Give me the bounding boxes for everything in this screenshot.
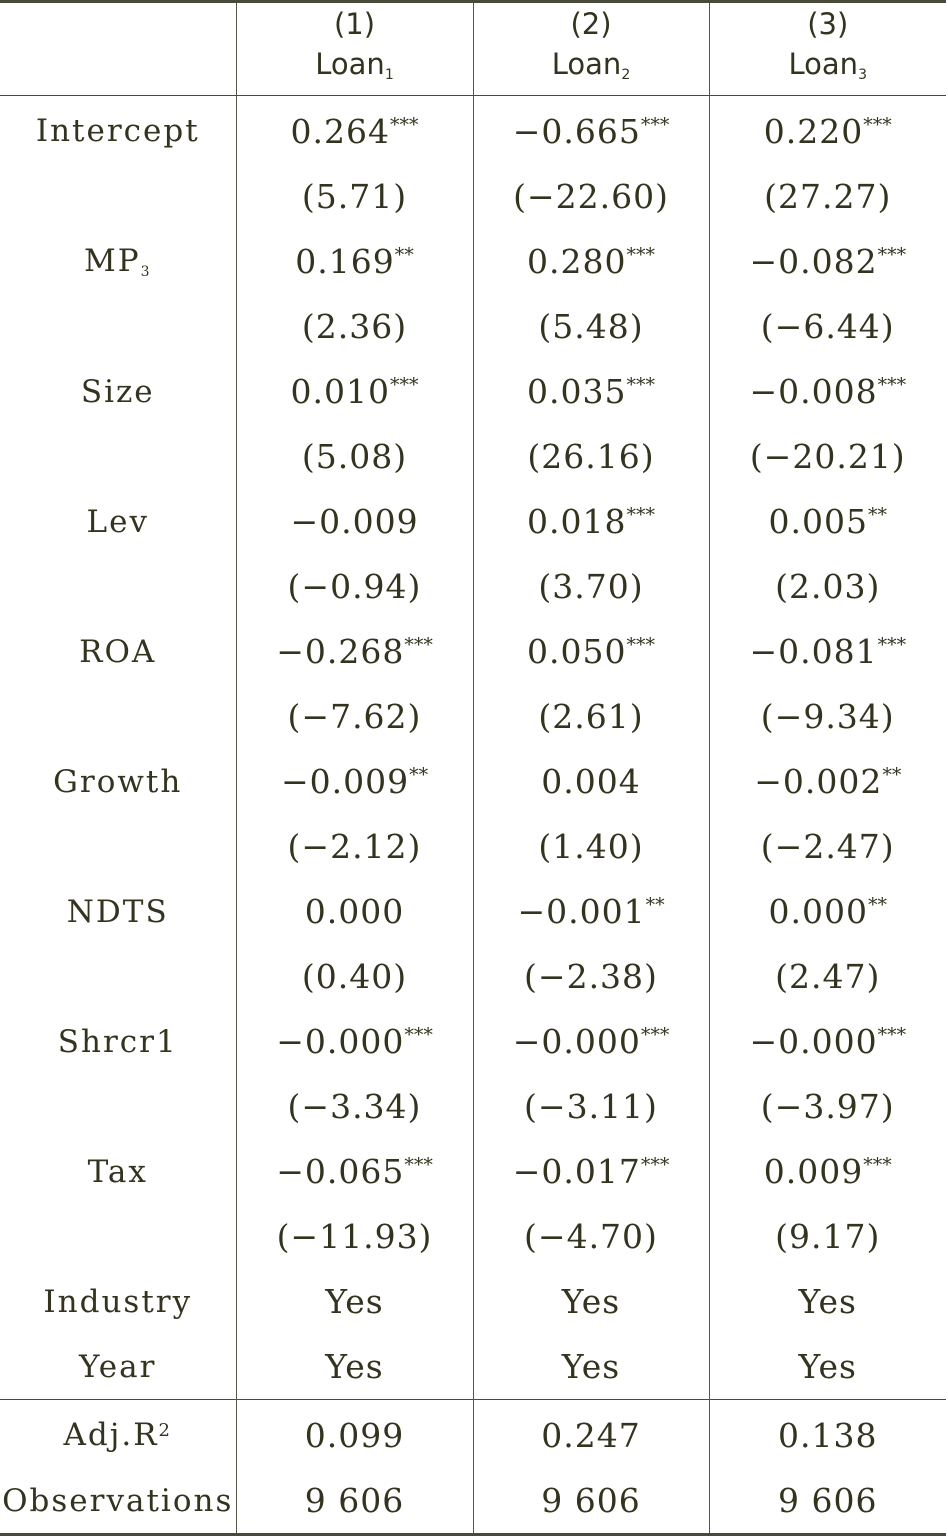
table-cell bbox=[473, 554, 709, 619]
row-label-superscript: 2 bbox=[158, 1420, 172, 1441]
cell-value: (−3.34) bbox=[287, 1087, 422, 1126]
cell-value: (−11.93) bbox=[276, 1217, 433, 1256]
table-cell: 9 606 bbox=[473, 1468, 709, 1535]
table-cell bbox=[709, 229, 946, 294]
cell-value: 0.169 bbox=[295, 242, 395, 281]
row-label-text: Lev bbox=[86, 503, 149, 540]
cell-value: (−0.94) bbox=[287, 567, 422, 606]
table-cell bbox=[709, 489, 946, 554]
cell-value: (26.16) bbox=[527, 437, 655, 476]
table-cell bbox=[473, 879, 709, 944]
table-cell bbox=[709, 684, 946, 749]
row-label bbox=[0, 1074, 236, 1139]
cell-value: −0.017 bbox=[512, 1152, 641, 1191]
table-row bbox=[0, 879, 946, 944]
column-header-2 bbox=[473, 2, 709, 96]
table-cell bbox=[473, 684, 709, 749]
cell-value: 0.035 bbox=[527, 372, 627, 411]
cell-value: 0.005 bbox=[768, 502, 868, 541]
table-row bbox=[0, 1204, 946, 1269]
row-label-text: Industry bbox=[43, 1283, 193, 1320]
cell-value: (−22.60) bbox=[513, 177, 669, 216]
cell-value: Yes bbox=[325, 1347, 384, 1386]
table-cell bbox=[473, 229, 709, 294]
table-row bbox=[0, 359, 946, 424]
cell-value: 0.280 bbox=[527, 242, 627, 281]
table-cell bbox=[236, 879, 473, 944]
table-cell bbox=[473, 944, 709, 1009]
row-label bbox=[0, 294, 236, 359]
table-row bbox=[0, 814, 946, 879]
column-number: (3) bbox=[807, 6, 849, 41]
cell-value: 0.050 bbox=[527, 632, 627, 671]
table-row bbox=[0, 229, 946, 294]
column-variable bbox=[710, 44, 947, 95]
table-cell bbox=[473, 1009, 709, 1074]
row-label bbox=[0, 424, 236, 489]
cell-value: −0.665 bbox=[512, 111, 641, 151]
significance-stars: *** bbox=[404, 1024, 433, 1046]
row-label bbox=[0, 1334, 236, 1400]
table-cell bbox=[236, 684, 473, 749]
row-label bbox=[0, 1204, 236, 1269]
cell-value: −0.009 bbox=[290, 502, 419, 541]
table-cell bbox=[236, 229, 473, 294]
row-label bbox=[0, 749, 236, 814]
table-cell bbox=[709, 619, 946, 684]
table-cell bbox=[236, 619, 473, 684]
row-label-text: Year bbox=[79, 1348, 157, 1385]
table-cell bbox=[709, 749, 946, 814]
significance-stars: *** bbox=[877, 634, 907, 656]
row-label-text: MP bbox=[83, 243, 141, 279]
row-label-text: Adj.R bbox=[63, 1417, 159, 1453]
table-cell bbox=[236, 554, 473, 619]
cell-value: −0.008 bbox=[749, 372, 878, 411]
significance-stars: *** bbox=[877, 1024, 907, 1046]
significance-stars: ** bbox=[394, 244, 414, 266]
table-cell bbox=[709, 1204, 946, 1269]
cell-value: 0.018 bbox=[527, 502, 627, 541]
row-label bbox=[0, 554, 236, 619]
variable-subscript: 1 bbox=[384, 66, 394, 83]
table-cell bbox=[473, 619, 709, 684]
row-label bbox=[0, 1269, 236, 1334]
table-row bbox=[0, 164, 946, 229]
variable-name: Loan bbox=[788, 46, 859, 81]
variable-subscript: 3 bbox=[858, 66, 867, 83]
row-label bbox=[0, 619, 236, 684]
cell-value: (3.70) bbox=[538, 567, 644, 606]
table-row bbox=[0, 749, 946, 814]
cell-value: −0.081 bbox=[749, 632, 878, 671]
table-row bbox=[0, 96, 946, 165]
row-label-text: Observations bbox=[2, 1482, 234, 1519]
row-label bbox=[0, 1468, 236, 1535]
significance-stars: *** bbox=[877, 374, 907, 396]
significance-stars: *** bbox=[404, 634, 433, 656]
table-cell bbox=[236, 359, 473, 424]
cell-value: 0.264 bbox=[290, 111, 390, 151]
table-cell bbox=[236, 1204, 473, 1269]
table-cell bbox=[473, 359, 709, 424]
cell-value: Yes bbox=[325, 1282, 384, 1321]
table-cell bbox=[236, 489, 473, 554]
table-header bbox=[0, 2, 946, 96]
table-cell bbox=[709, 1139, 946, 1204]
row-label bbox=[0, 96, 236, 165]
cell-value: −0.000 bbox=[512, 1022, 641, 1061]
table-cell bbox=[236, 1074, 473, 1139]
significance-stars: ** bbox=[867, 504, 887, 526]
cell-value: 0.010 bbox=[290, 372, 390, 411]
cell-value: (9.17) bbox=[775, 1217, 881, 1256]
table-cell bbox=[236, 944, 473, 1009]
table-cell bbox=[236, 96, 473, 165]
cell-value: Yes bbox=[561, 1347, 621, 1386]
row-label bbox=[0, 684, 236, 749]
cell-value: (0.40) bbox=[301, 957, 408, 996]
column-header-1 bbox=[236, 2, 473, 96]
table-cell: 0.138 bbox=[709, 1400, 946, 1469]
significance-stars: *** bbox=[640, 113, 670, 136]
significance-stars: *** bbox=[626, 244, 655, 266]
row-label bbox=[0, 1139, 236, 1204]
cell-value: −0.000 bbox=[749, 1022, 878, 1061]
row-label-text: Size bbox=[80, 373, 155, 410]
cell-value: −0.001 bbox=[517, 892, 646, 931]
table-cell bbox=[236, 814, 473, 879]
column-variable bbox=[237, 44, 473, 95]
table-cell: 9 606 bbox=[236, 1468, 473, 1535]
significance-stars: *** bbox=[626, 374, 655, 396]
table-cell bbox=[709, 164, 946, 229]
row-label bbox=[0, 814, 236, 879]
table-row bbox=[0, 619, 946, 684]
table-cell bbox=[473, 489, 709, 554]
cell-value: (−9.34) bbox=[760, 697, 895, 736]
row-label-text: Tax bbox=[87, 1153, 148, 1190]
row-label-text: Growth bbox=[53, 763, 183, 800]
table-row bbox=[0, 1139, 946, 1204]
column-number: (2) bbox=[570, 6, 612, 41]
significance-stars: *** bbox=[640, 1024, 670, 1046]
table-cell bbox=[709, 944, 946, 1009]
row-label-text: NDTS bbox=[66, 893, 169, 930]
table-cell bbox=[709, 1334, 946, 1400]
cell-value: −0.000 bbox=[276, 1022, 405, 1061]
column-header-3 bbox=[709, 2, 946, 96]
cell-value: (5.08) bbox=[301, 437, 408, 476]
cell-value: (2.47) bbox=[775, 957, 881, 996]
fit-row bbox=[0, 1468, 946, 1535]
table-cell bbox=[709, 424, 946, 489]
cell-value: 0.004 bbox=[541, 762, 641, 801]
table-cell: 0.099 bbox=[236, 1400, 473, 1469]
table-cell bbox=[709, 554, 946, 619]
table-cell: 9 606 bbox=[709, 1468, 946, 1535]
significance-stars: *** bbox=[389, 113, 419, 136]
table-row bbox=[0, 1334, 946, 1400]
table-cell bbox=[236, 294, 473, 359]
column-number: (1) bbox=[333, 6, 376, 41]
table-cell bbox=[236, 1334, 473, 1400]
cell-value: (27.27) bbox=[764, 177, 892, 216]
cell-value: −0.002 bbox=[754, 762, 883, 801]
cell-value: (−6.44) bbox=[760, 307, 895, 346]
cell-value: (−2.12) bbox=[287, 827, 422, 866]
variable-name: Loan bbox=[315, 46, 385, 81]
table-row bbox=[0, 294, 946, 359]
table-cell bbox=[236, 164, 473, 229]
cell-value: 0.009 bbox=[763, 1152, 864, 1191]
cell-value: (−4.70) bbox=[524, 1217, 658, 1256]
table-cell bbox=[473, 1269, 709, 1334]
significance-stars: *** bbox=[877, 244, 907, 266]
cell-value: (−3.11) bbox=[524, 1087, 658, 1126]
cell-value: Yes bbox=[561, 1282, 621, 1321]
cell-value: (−7.62) bbox=[287, 697, 422, 736]
cell-value: Yes bbox=[798, 1282, 857, 1321]
cell-value: Yes bbox=[798, 1347, 857, 1386]
cell-value: (−2.47) bbox=[760, 827, 895, 866]
row-label bbox=[0, 944, 236, 1009]
table-cell bbox=[709, 879, 946, 944]
table-cell bbox=[473, 96, 709, 165]
cell-value: (−2.38) bbox=[524, 957, 658, 996]
table-cell bbox=[236, 424, 473, 489]
table-cell bbox=[236, 1139, 473, 1204]
row-label bbox=[0, 164, 236, 229]
table-cell bbox=[709, 96, 946, 165]
cell-value: −0.082 bbox=[749, 242, 878, 281]
table-cell bbox=[236, 1269, 473, 1334]
table-cell bbox=[473, 1074, 709, 1139]
significance-stars: ** bbox=[645, 894, 665, 916]
coefficient-rows bbox=[0, 96, 946, 1400]
table-row bbox=[0, 489, 946, 554]
table-cell bbox=[473, 424, 709, 489]
row-label bbox=[0, 229, 236, 294]
cell-value: (5.71) bbox=[301, 177, 408, 216]
cell-value: 0.220 bbox=[763, 111, 864, 151]
table-row bbox=[0, 1074, 946, 1139]
cell-value: −0.065 bbox=[276, 1152, 405, 1191]
significance-stars: *** bbox=[626, 634, 655, 656]
table-cell: 0.247 bbox=[473, 1400, 709, 1469]
cell-value: (5.48) bbox=[538, 307, 644, 346]
table-cell bbox=[473, 1334, 709, 1400]
cell-value: (2.03) bbox=[775, 567, 881, 606]
table-cell bbox=[473, 294, 709, 359]
significance-stars: *** bbox=[626, 504, 655, 526]
table-cell bbox=[709, 294, 946, 359]
significance-stars: ** bbox=[409, 764, 429, 786]
significance-stars: *** bbox=[863, 113, 892, 136]
row-label-text: ROA bbox=[79, 633, 157, 670]
table-row bbox=[0, 1009, 946, 1074]
column-variable bbox=[474, 44, 709, 95]
cell-value: 0.000 bbox=[304, 892, 405, 931]
table-cell bbox=[236, 1009, 473, 1074]
model-fit-rows bbox=[0, 1400, 946, 1535]
row-label-text: Intercept bbox=[35, 113, 200, 149]
row-label bbox=[0, 1400, 236, 1469]
significance-stars: *** bbox=[863, 1154, 892, 1176]
table-cell bbox=[709, 1269, 946, 1334]
table-row bbox=[0, 684, 946, 749]
table-row bbox=[0, 424, 946, 489]
table-cell bbox=[709, 1074, 946, 1139]
table-row bbox=[0, 944, 946, 1009]
row-label bbox=[0, 879, 236, 944]
cell-value: (2.61) bbox=[538, 697, 644, 736]
cell-value: (2.36) bbox=[301, 307, 408, 346]
table-row bbox=[0, 554, 946, 619]
table-cell bbox=[709, 359, 946, 424]
cell-value: (1.40) bbox=[538, 827, 644, 866]
table-row bbox=[0, 1269, 946, 1334]
table-cell bbox=[473, 1204, 709, 1269]
cell-value: (−20.21) bbox=[749, 437, 906, 476]
table-cell bbox=[473, 1139, 709, 1204]
cell-value: 0.000 bbox=[768, 892, 868, 931]
table-cell bbox=[473, 814, 709, 879]
significance-stars: ** bbox=[882, 764, 902, 786]
cell-value: −0.009 bbox=[280, 762, 410, 801]
variable-subscript: 2 bbox=[621, 66, 631, 83]
variable-name: Loan bbox=[551, 46, 622, 81]
table-cell bbox=[709, 814, 946, 879]
table-cell bbox=[709, 1009, 946, 1074]
significance-stars: *** bbox=[404, 1154, 433, 1176]
row-label bbox=[0, 489, 236, 554]
fit-row bbox=[0, 1400, 946, 1469]
significance-stars: *** bbox=[640, 1154, 670, 1176]
row-label bbox=[0, 1009, 236, 1074]
cell-value: (−3.97) bbox=[760, 1087, 895, 1126]
table-cell bbox=[236, 749, 473, 814]
table-cell bbox=[473, 164, 709, 229]
header-empty-cell bbox=[0, 2, 236, 96]
cell-value: −0.268 bbox=[276, 632, 405, 671]
row-label-text: Shrcr1 bbox=[57, 1023, 178, 1060]
table-cell bbox=[473, 749, 709, 814]
significance-stars: *** bbox=[389, 374, 419, 396]
significance-stars: ** bbox=[867, 894, 887, 916]
row-label-subscript: 3 bbox=[140, 264, 152, 280]
row-label bbox=[0, 359, 236, 424]
